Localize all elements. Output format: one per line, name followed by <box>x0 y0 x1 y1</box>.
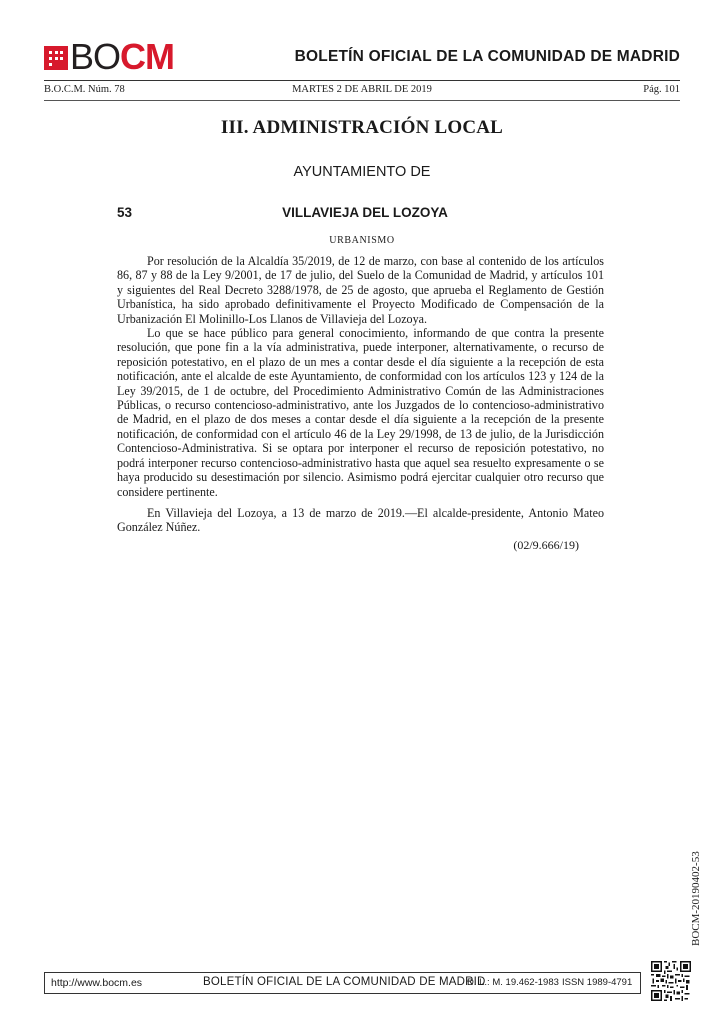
qr-code-icon <box>651 961 691 1001</box>
bocm-logo <box>44 36 175 77</box>
issue-date: MARTES 2 DE ABRIL DE 2019 <box>292 84 432 95</box>
entry-number: 53 <box>117 205 133 220</box>
issue-bar <box>44 84 680 98</box>
issue-number: B.O.C.M. Núm. 78 <box>44 84 125 95</box>
category-label: URBANISMO <box>329 235 395 246</box>
footer <box>44 972 641 994</box>
paragraph-resolution: Por resolución de la Alcaldía 35/2019, de 12 de marzo, con base al contenido de los artículos 86, 87 y 88 de la Ley 9/2001, de 17 de julio, del Suelo de la Comunidad de Madrid, y artículos 101 y siguientes del Real Decreto 3288/1978, de 25 de agosto, que aprueba el Reglamento de Gestión Urbanística, ha sido aprobado definitivamente el Proyecto Modificado de Compensación de la Urbanización El Molinillo-Los Llanos de Villavieja del Lozoya. <box>117 254 604 326</box>
organization-title: AYUNTAMIENTO DE <box>293 164 431 180</box>
madrid-stars-icon <box>44 46 68 70</box>
paragraph-appeals: Lo que se hace público para general conocimiento, informando de que contra la presente resolución, que pone fin a la vía administrativa, puede interponer, alternativamente, o recurso de reposición potestativo, en el plazo de un mes a contar desde el día siguiente a la recepción de esta notificación, ante el alcalde de este Ayuntamiento, de conformidad con los artículos 123 y 124 de la Ley 39/2015, de 1 de octubre, del Procedimiento Administrativo Común de las Administraciones Públicas, o recurso contencioso-administrativo, ante los Juzgados de lo contencioso-administrativo de Madrid, en el plazo de dos meses a contar desde el día siguiente a la recepción de la presente notificación, de conformidad con el artículo 46 de la Ley 29/1998, de 13 de julio, de la Jurisdicción Contencioso-Administrativa. Si se optara por interponer el recurso de reposición potestativo, no podrá interponer recurso contencioso-administrativo hasta que aquel sea resuelto expresamente o se haya producido su desestimación por silencio. Asimismo podrá ejercitar cualquier otro recurso que considere pertinente. <box>117 326 604 499</box>
announcement-reference: (02/9.666/19) <box>513 538 579 552</box>
legal-deposit: D. L.: M. 19.462-1983 <box>467 977 559 988</box>
issue-divider <box>44 100 680 101</box>
bulletin-title: BOLETÍN OFICIAL DE LA COMUNIDAD DE MADRID <box>294 48 680 65</box>
issn: ISSN 1989-4791 <box>562 977 633 988</box>
footer-url-link[interactable]: http://www.bocm.es <box>51 977 143 989</box>
logo-text <box>70 36 175 77</box>
document-code: BOCM-20190402-53 <box>690 851 702 946</box>
announcement-body <box>117 254 604 535</box>
header-divider <box>44 80 680 81</box>
signature-paragraph: En Villavieja del Lozoya, a 13 de marzo de 2019.—El alcalde-presidente, Antonio Mateo González Núñez. <box>117 505 604 535</box>
section-title: III. ADMINISTRACIÓN LOCAL <box>220 117 504 138</box>
page-number: Pág. 101 <box>643 84 680 95</box>
footer-title: BOLETÍN OFICIAL DE LA COMUNIDAD DE MADRID <box>203 976 486 988</box>
logo-text-bo: BO <box>70 36 121 77</box>
entry-title: VILLAVIEJA DEL LOZOYA <box>282 205 448 220</box>
logo-text-cm: CM <box>120 36 175 77</box>
